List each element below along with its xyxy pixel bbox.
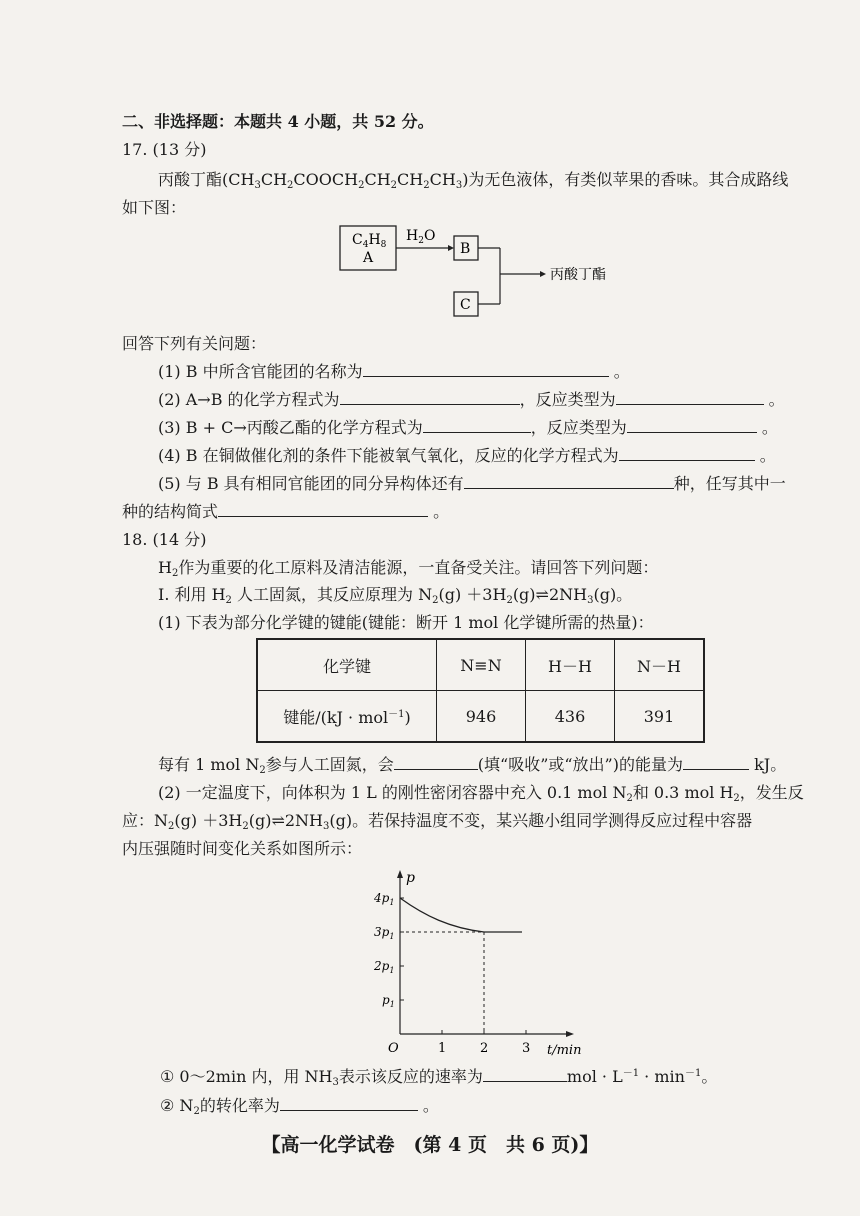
- pressure-time-graph: [370, 868, 590, 1058]
- q18-rate: ① 0～2min 内，用 $NH_3$表示该反应的速率为 mol · $L^{-1} \cdot \min^{-1}$。: [160, 1067, 718, 1088]
- q17-sub2: (2) A→B 的化学方程式为 ，反应类型为 。: [158, 390, 785, 409]
- svg-text:2: 2: [480, 1041, 489, 1056]
- table-header-cell: 化学键: [257, 639, 437, 691]
- box-a-label: A: [363, 250, 374, 266]
- q18-part1: Ⅰ. 利用 $H_2$ 人工固氮，其反应原理为 $N_2(g)$ $+3H_2(g)\rightleftharpoons 2NH_3(g)$。: [158, 585, 633, 606]
- q17-intro: 丙酸丁酯$(CH_3CH_2COOCH_2CH_2CH_2CH_3)$为无色液体，有类似苹果的香味。其合成路线: [158, 170, 789, 191]
- table-cell: 946: [437, 691, 526, 743]
- bond-energy-table: [256, 638, 705, 743]
- svg-text:1: 1: [438, 1041, 447, 1056]
- svg-text:4p1: $4p_1$: [374, 891, 395, 907]
- table-header-cell: N≡N: [437, 639, 526, 691]
- synthesis-route-diagram: [330, 222, 620, 322]
- answer-blank[interactable]: [340, 390, 520, 405]
- q18-sub2-line3: 内压强随时间变化关系如图所示：: [122, 839, 363, 858]
- svg-text:C: C: [460, 297, 471, 313]
- answer-blank[interactable]: [464, 474, 674, 489]
- section-title: 二、非选择题：本题共 4 小题，共 52 分。: [122, 112, 434, 131]
- table-row: [257, 691, 704, 743]
- y-tick-2p1: [373, 959, 404, 975]
- table-row-label: 键能/(kJ · mol$^{-1}$): [257, 691, 437, 743]
- y-axis-label: p: [406, 870, 415, 886]
- svg-text:3p1: $3p_1$: [374, 925, 395, 941]
- q18-intro: $H_2$作为重要的化工原料及清洁能源，一直备受关注。请回答下列问题：: [158, 558, 659, 579]
- answer-blank[interactable]: [363, 362, 609, 377]
- y-tick-4p1: [373, 891, 404, 907]
- q17-sub5-line2: 种的结构简式 。: [122, 502, 450, 521]
- reagent-label: $H_2O$: [406, 228, 436, 246]
- q17-sub3: (3) B + C→丙酸乙酯的化学方程式为 ，反应类型为 。: [158, 418, 778, 437]
- table-row: [257, 639, 704, 691]
- svg-text:p1: $p_1$: [382, 993, 395, 1009]
- answer-blank[interactable]: [280, 1096, 418, 1111]
- q18-sub1: (1) 下表为部分化学键的键能(键能：断开 1 mol 化学键所需的热量)：: [158, 613, 654, 632]
- answer-blank[interactable]: [616, 390, 764, 405]
- svg-text:B: B: [460, 241, 471, 257]
- table-header-cell: N－H: [615, 639, 705, 691]
- page-footer: 【高一化学试卷 (第 4 页 共 6 页)】: [261, 1134, 599, 1156]
- q18-conversion: ② $N_2$的转化率为 。: [160, 1096, 439, 1117]
- origin-label: O: [388, 1041, 399, 1056]
- answer-blank[interactable]: [394, 755, 478, 770]
- x-axis-label: t/min: [547, 1043, 582, 1058]
- svg-text:3: 3: [522, 1041, 531, 1056]
- product-label: 丙酸丁酯: [550, 267, 606, 283]
- q17-sub1: (1) B 中所含官能团的名称为 。: [158, 362, 630, 381]
- answer-blank[interactable]: [218, 502, 428, 517]
- table-cell: 436: [526, 691, 615, 743]
- q17-number: 17. (13 分): [122, 140, 207, 159]
- q17-sub4: (4) B 在铜做催化剂的条件下能被氧气氧化，反应的化学方程式为 。: [158, 446, 776, 465]
- q18-fill1: 每有 1 mol $N_2$参与人工固氮，会 (填“吸收”或“放出”)的能量为 kJ。: [158, 755, 787, 776]
- table-header-cell: H－H: [526, 639, 615, 691]
- answer-blank[interactable]: [423, 418, 531, 433]
- answer-blank[interactable]: [483, 1067, 567, 1082]
- q18-sub2-line2: 应：$N_2(g)$ $+3H_2(g)\rightleftharpoons 2NH_3(g)$。若保持温度不变，某兴趣小组同学测得反应过程中容器: [122, 811, 753, 832]
- answer-blank[interactable]: [683, 755, 749, 770]
- q17-intro-line2: 如下图：: [122, 198, 187, 217]
- answer-blank[interactable]: [619, 446, 755, 461]
- svg-text:C4H8: $C_4H_8$: [352, 232, 387, 250]
- pressure-curve: [400, 898, 522, 932]
- table-cell: 391: [615, 691, 705, 743]
- q17-sub5: (5) 与 B 具有相同官能团的同分异构体还有 种，任写其中一: [158, 474, 786, 493]
- q17-prompt: 回答下列有关问题：: [122, 334, 267, 353]
- answer-blank[interactable]: [627, 418, 757, 433]
- q18-sub2: (2) 一定温度下，向体积为 1 L 的刚性密闭容器中充入 0.1 mol $N_2$和 0.3 mol $H_2$，发生反: [158, 783, 804, 804]
- svg-text:2p1: $2p_1$: [374, 959, 395, 975]
- q18-number: 18. (14 分): [122, 530, 207, 549]
- y-tick-p1: [382, 993, 404, 1009]
